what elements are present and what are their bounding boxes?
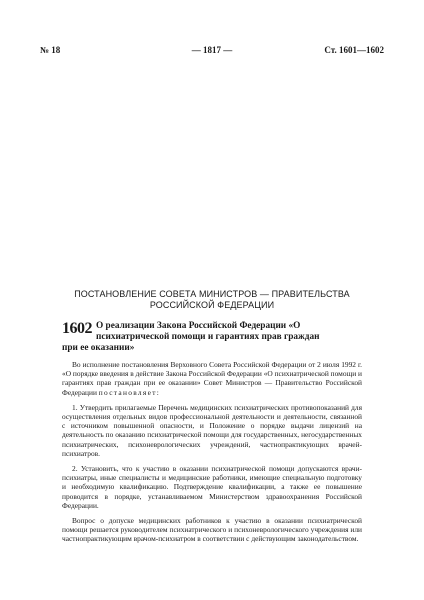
decree-title-line2: РОССИЙСКОЙ ФЕДЕРАЦИИ [149,300,275,310]
document-heading [96,321,364,332]
paragraph-2: 2. Установить, что к участию в оказании психиатрической помощи допускаются врачи-психиатры, иные специалисты и медицинские работники, имеющие специальную подготовку и необходимую квалификацию. Подтверждение квалификации, а также ее повышение проводится в порядке, устанавливаемом Министерством здравоохранения Российской Федерации. [62,464,362,510]
document-number: 1602 [62,320,92,337]
document-body [62,360,362,550]
page-number: — 1817 — [191,45,233,55]
decree-title [60,289,364,311]
article-range: Ст. 1601—1602 [324,45,384,55]
document-heading-line3: при ее оказании» [62,343,135,353]
page-header [40,45,384,59]
preamble-text: Во исполнение постановления Верховного Совета Российской Федерации от 2 июля 1992 г. «О порядке введения в действие Закона Российской Федерации «О психиатрической помощи и гарантиях прав граждан при ее оказании» Совет Министров — Правительство Российской Федерации [62,360,362,397]
document-heading-line1: О реализации Закона Российской Федерации «О [96,321,301,331]
document-heading-line2: психиатрической помощи и гарантиях прав граждан [96,332,320,342]
paragraph-1: 1. Утвердить прилагаемые Перечень медицинских психиатрических противопоказаний для осуществления отдельных видов профессиональной деятельности и деятельности, связанной с источником повышенной опасности, и Положение о порядке выдачи лицензий на деятельность по оказанию психиатрической помощи для государственных, негосударственных психиатрических, психоневрологических учреждений, частнопрактикующих врачей-психиатров. [62,402,362,458]
preamble-resolve: постановляет: [98,387,161,397]
issue-number: № 18 [40,45,61,55]
paragraph-3: Вопрос о допуске медицинских работников к участию в оказании психиатрической помощи решается руководителем психиатрического и психоневрологического учреждения или частнопрактикующим врачом-психиатром в соответствии с действующим законодательством. [62,516,362,544]
decree-title-line1: ПОСТАНОВЛЕНИЕ СОВЕТА МИНИСТРОВ — ПРАВИТЕЛЬСТВА [74,289,350,299]
paragraph-preamble [62,360,362,397]
